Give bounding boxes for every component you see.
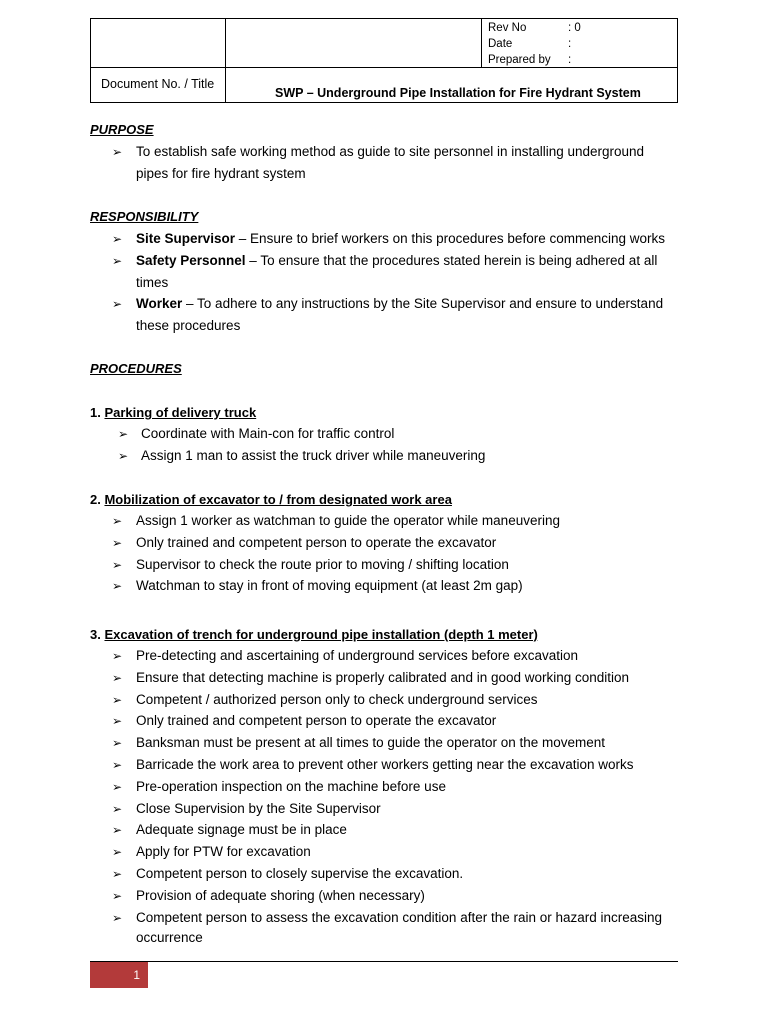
section-number: 3. [90,627,105,642]
arrowhead-bullet-icon: ➢ [112,758,123,772]
section-title: Mobilization of excavator to / from designated work area [104,492,452,507]
list-item-text: Assign 1 worker as watchman to guide the operator while maneuvering [136,513,560,528]
list-item-text: pipes for fire hydrant system [136,166,306,181]
date-label: Date [488,38,513,50]
arrowhead-bullet-icon: ➢ [112,823,123,838]
arrowhead-bullet-icon: ➢ [112,910,123,925]
arrowhead-bullet-icon: ➢ [112,670,123,685]
arrowhead-bullet-icon: ➢ [112,736,123,751]
section-heading [90,402,256,424]
section-title: Parking of delivery truck [104,405,257,420]
list-item-text: Only trained and competent person to operate the excavator [136,713,497,729]
arrowhead-bullet-icon: ➢ [112,145,123,159]
list-item-text: occurrence [136,930,203,945]
list-item-text: Banksman must be present at all times to guide the operator on the movement [136,735,606,751]
arrowhead-bullet-icon: ➢ [112,845,123,860]
list-item-text: Close Supervision by the Site Supervisor [136,800,381,816]
list-item-text: Watchman to stay in front of moving equipment (at least 2m gap) [136,578,523,594]
arrowhead-bullet-icon: ➢ [112,535,123,550]
header-divider [225,19,226,102]
role-description: – To ensure that the procedures stated herein is being adhered at all [245,253,658,268]
document-title: SWP – Underground Pipe Installation for Fire Hydrant System [275,86,641,100]
role-description-cont: these procedures [136,318,241,333]
date-row [488,36,571,52]
purpose-heading: PURPOSE [90,122,154,137]
list-item-text: Only trained and competent person to operate the excavator [136,534,497,550]
section-heading [90,624,538,646]
date-value: : [568,38,572,50]
list-item-text: Supervisor to check the route prior to moving / shifting location [136,556,509,572]
arrowhead-bullet-icon: ➢ [112,649,123,663]
header-divider [91,67,677,68]
arrowhead-bullet-icon: ➢ [118,448,129,463]
procedures-heading: PROCEDURES [90,361,182,376]
arrowhead-bullet-icon: ➢ [112,888,123,903]
list-item-text: Coordinate with Main-con for traffic control [141,426,395,441]
list-item-text: To establish safe working method as guide to site personnel in installing underground [136,144,645,159]
role-name: Worker [136,296,183,311]
role-name: Site Supervisor [136,231,236,246]
prepared-value: : [568,54,572,66]
header-divider [481,19,482,67]
arrowhead-bullet-icon: ➢ [112,692,123,707]
list-item-text: Pre-detecting and ascertaining of underground services before excavation [136,648,579,663]
arrowhead-bullet-icon: ➢ [112,514,123,528]
arrowhead-bullet-icon: ➢ [112,779,123,794]
docno-label: Document No. / Title [101,77,215,91]
role-description-cont: times [136,275,169,290]
page-number: 1 [90,962,148,988]
list-item-text: Assign 1 man to assist the truck driver while maneuvering [141,447,486,463]
prepared-label: Prepared by [488,54,551,66]
responsibility-heading: RESPONSIBILITY [90,209,199,224]
list-item-text: Adequate signage must be in place [136,822,347,838]
section-number: 2. [90,492,105,507]
section-number: 1. [90,405,105,420]
list-item-text: Competent / authorized person only to check underground services [136,691,538,707]
arrowhead-bullet-icon: ➢ [112,254,123,268]
footer-divider [90,961,678,962]
arrowhead-bullet-icon: ➢ [112,557,123,572]
role-description: – To adhere to any instructions by the Site Supervisor and ensure to understand [182,296,664,311]
rev-row [488,20,581,36]
arrowhead-bullet-icon: ➢ [112,867,123,881]
section-heading [90,489,452,511]
prepared-row [488,52,571,68]
section-title: Excavation of trench for underground pipe installation (depth 1 meter) [104,627,538,642]
arrowhead-bullet-icon: ➢ [112,801,123,816]
list-item-text: Pre-operation inspection on the machine before use [136,778,446,794]
arrowhead-bullet-icon: ➢ [112,579,123,594]
arrowhead-bullet-icon: ➢ [118,427,129,441]
rev-value: : 0 [568,22,581,34]
list-item-text: Ensure that detecting machine is properly calibrated and in good working condition [136,669,630,685]
rev-label: Rev No [488,22,527,34]
arrowhead-bullet-icon: ➢ [112,297,123,311]
list-item-text: Competent person to closely supervise the excavation. [136,866,464,881]
list-item-text: Provision of adequate shoring (when necessary) [136,887,425,903]
role-name: Safety Personnel [136,253,246,268]
role-description: – Ensure to brief workers on this procedures before commencing works [235,231,665,246]
document-header-table [90,18,678,103]
list-item-text: Competent person to assess the excavation condition after the rain or hazard increasing [136,909,663,925]
arrowhead-bullet-icon: ➢ [112,714,123,729]
arrowhead-bullet-icon: ➢ [112,232,123,246]
list-item-text: Barricade the work area to prevent other workers getting near the excavation works [136,757,634,772]
list-item-text: Apply for PTW for excavation [136,844,311,860]
